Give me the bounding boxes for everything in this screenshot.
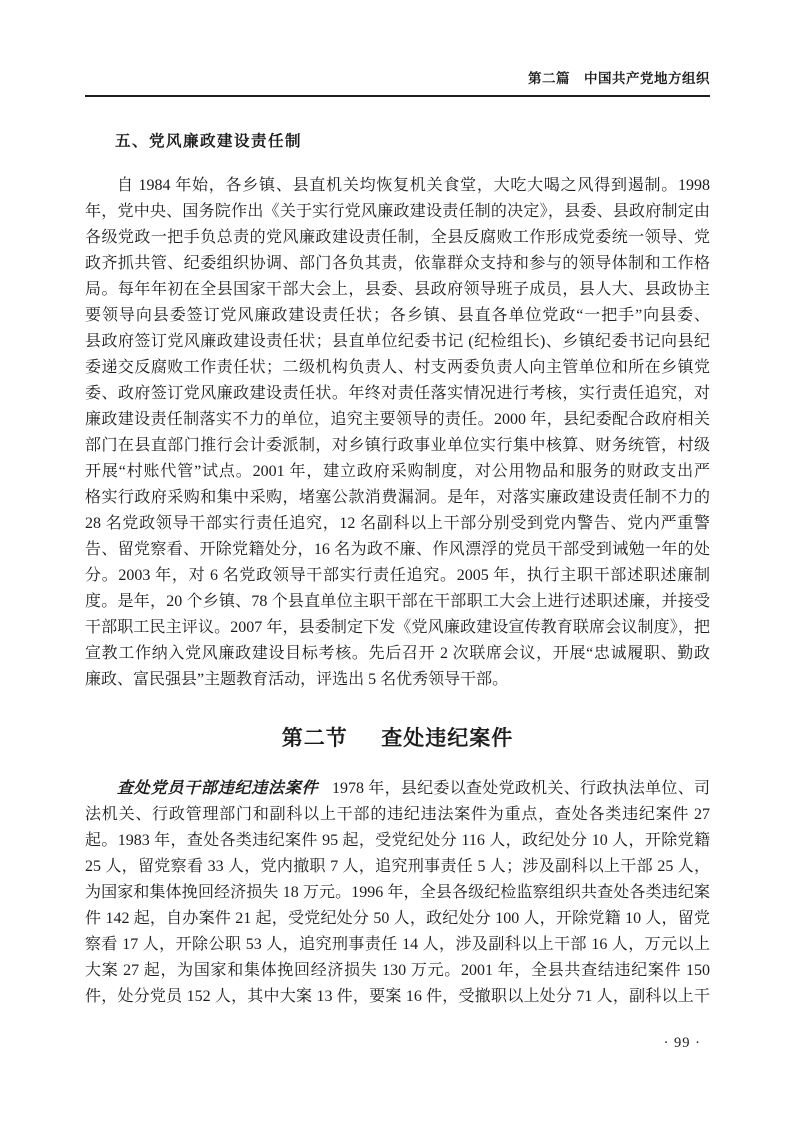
text-line: 件 142 起，自办案件 21 起，受党纪处分 50 人，政纪处分 100 人，开除党籍 10 人，留党: [85, 910, 710, 928]
text-line: 局。每年年初在全县国家干部大会上，县委、县政府领导班子成员，县人大、县政协主: [85, 281, 710, 299]
text-line: 廉政、富民强县”主题教育活动，评选出 5 名优秀领导干部。: [85, 671, 509, 689]
text-line: 委、政府签订党风廉政建设责任状。年终对责任落实情况进行考核，实行责任追究，对: [85, 385, 710, 403]
section-title-number: 第二节: [281, 727, 348, 751]
text-line: 廉政建设责任制落实不力的单位，追究主要领导的责任。2000 年，县纪委配合政府相关: [85, 411, 710, 429]
text-line: 要领导向县委签订党风廉政建设责任状；各乡镇、县直各单位党政“一把手”向县委、: [85, 307, 710, 325]
text-line: 25 人，留党察看 33 人，党内撤职 7 人，追究刑事责任 5 人；涉及副科以上干部 25 人，: [85, 858, 710, 876]
running-header-title: 第二篇 中国共产党地方组织: [528, 71, 710, 86]
text-line: 大案 27 起，为国家和集体挽回经济损失 130 万元。2001 年，全县共查结违纪案件 150: [85, 962, 710, 980]
text-line: 委递交反腐败工作责任状；二级机构负责人、村支两委负责人向主管单位和所在乡镇党: [85, 359, 710, 377]
section-heading: 五、党风廉政建设责任制: [115, 132, 303, 150]
text-line: 格实行政府采购和集中采购，堵塞公款消费漏洞。是年，对落实廉政建设责任制不力的: [85, 489, 710, 507]
text-line: 干部职工民主评议。2007 年，县委制定下发《党风廉政建设宣传教育联席会议制度》，把: [85, 619, 710, 637]
paragraph-responsibility-system: [85, 173, 710, 693]
text-line: 部门在县直部门推行会计委派制，对乡镇行政事业单位实行集中核算、财务统管，村级: [85, 437, 710, 455]
paragraph-discipline-cases: [85, 776, 710, 1010]
running-header: [85, 0, 710, 86]
paragraph-lead-in: 查处党员干部违纪违法案件: [117, 780, 319, 798]
text-line: 宣教工作纳入党风廉政建设目标考核。先后召开 2 次联席会议，开展“忠诚履职、勤政: [85, 645, 710, 663]
text-line: 各级党政一把手负总责的党风廉政建设责任制，全县反腐败工作形成党委统一领导、党: [85, 229, 710, 247]
text-line: 告、留党察看、开除党籍处分，16 名为政不廉、作风漂浮的党员干部受到诫勉一年的处: [85, 541, 710, 559]
text-line: 28 名党政领导干部实行责任追究，12 名副科以上干部分别受到党内警告、党内严重警: [85, 515, 710, 533]
paragraph-discipline-cases-body: [85, 802, 710, 1010]
text-line: 法机关、行政管理部门和副科以上干部的违纪违法案件为重点，查处各类违纪案件 27: [85, 806, 710, 824]
text-line: 件，处分党员 152 人，其中大案 13 件，要案 16 件，受撤职以上处分 71 人，副科以上干: [85, 988, 710, 1006]
text-line: 县政府签订党风廉政建设责任状；县直单位纪委书记 (纪检组长)、乡镇纪委书记向县纪: [85, 333, 710, 351]
header-rule: [85, 95, 710, 97]
text-line: 度。是年，20 个乡镇、78 个县直单位主职干部在干部职工大会上进行述职述廉，并接受: [85, 593, 710, 611]
text-line: 察看 17 人，开除公职 53 人，追究刑事责任 14 人，涉及副科以上干部 16 人，万元以上: [85, 936, 710, 954]
text-line: 为国家和集体挽回经济损失 18 万元。1996 年，全县各级纪检监察组织共查处各类违纪案: [85, 884, 710, 902]
first-line-rest: 1978 年，县纪委以查处党政机关、行政执法单位、司: [332, 780, 710, 798]
text-line: 起。1983 年，查处各类违纪案件 95 起，受党纪处分 116 人，政纪处分 10 人，开除党籍: [85, 832, 710, 850]
text-line: 分。2003 年，对 6 名党政领导干部实行责任追究。2005 年，执行主职干部述职述廉制: [85, 567, 710, 585]
text-line: 开展“村账代管”试点。2001 年，建立政府采购制度，对公用物品和服务的财政支出严: [85, 463, 710, 481]
text-line: 政齐抓共管、纪委组织协调、部门各负其责，依靠群众支持和参与的领导体制和工作格: [85, 255, 710, 273]
section-title-text: 查处违纪案件: [381, 727, 514, 751]
text-line: 自 1984 年始，各乡镇、县直机关均恢复机关食堂，大吃大喝之风得到遏制。1998: [117, 177, 710, 195]
text-line: 年，党中央、国务院作出《关于实行党风廉政建设责任制的决定》，县委、县政府制定由: [85, 203, 710, 221]
page-number: · 99 ·: [663, 1035, 701, 1051]
text-line: [85, 776, 710, 802]
chapter-section-title: [85, 725, 710, 752]
